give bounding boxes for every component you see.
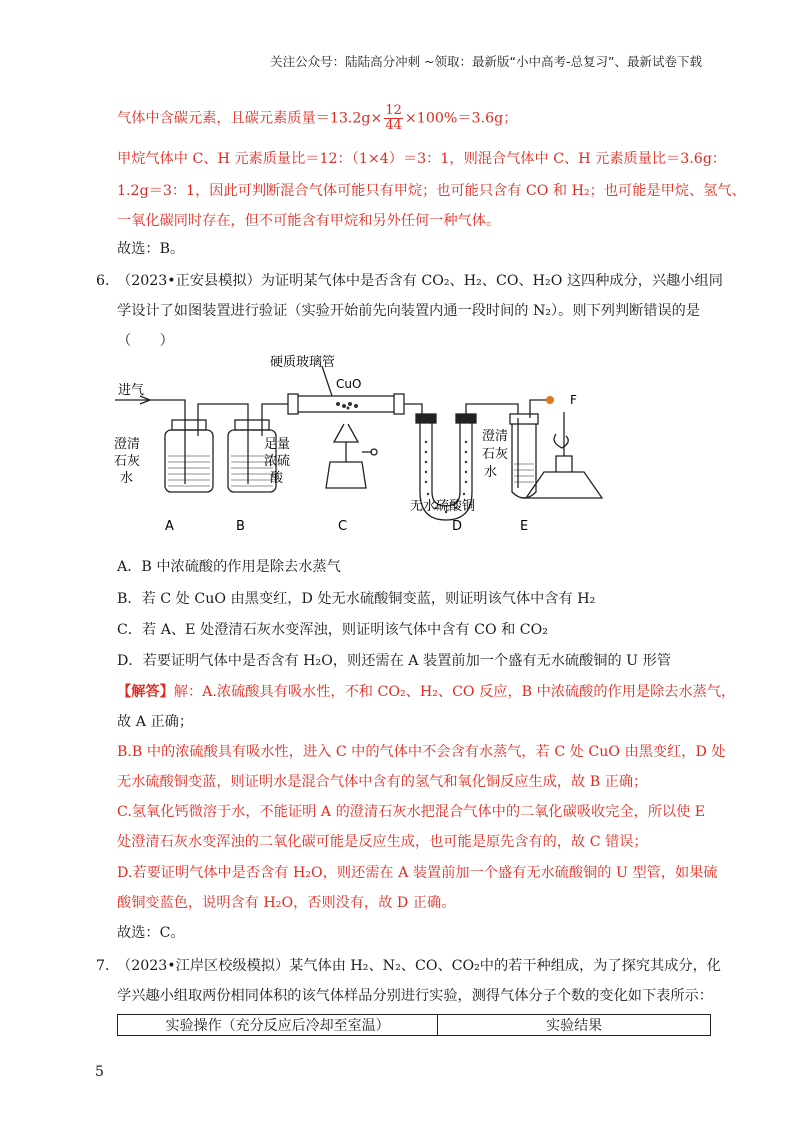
table-header-row bbox=[118, 1015, 711, 1036]
question-text: （ ） bbox=[117, 333, 174, 349]
fraction-numerator: 12 bbox=[385, 103, 402, 118]
acid-b-label: 足量 bbox=[264, 437, 291, 452]
solution-line: 一氧化碳同时存在，但不可能含有甲烷和另外任何一种气体。 bbox=[117, 213, 501, 229]
option-a: A．B 中浓硫酸的作用是除去水蒸气 bbox=[117, 559, 341, 575]
solution-first-line bbox=[117, 681, 735, 703]
f-label: F bbox=[570, 393, 577, 407]
question-text: （2023•江岸区校级模拟）某气体由 H₂、N₂、CO、CO₂中的若干种组成，为了探究其成分，化 bbox=[117, 958, 721, 974]
apparatus-label-d: D bbox=[452, 519, 463, 534]
carbon-mass-post: ×100%＝3.6g； bbox=[404, 110, 518, 127]
page-header: 关注公众号：陆陆高分冲刺 ~领取：最新版“小中高考-总复习”、最新试卷下载 bbox=[270, 54, 702, 69]
limewater-a-label: 石灰 bbox=[114, 454, 141, 469]
solution-line: D.若要证明气体中是否含有 H₂O，则还需在 A 装置前加一个盛有无水硫酸铜的 U 型管，如果硫 bbox=[117, 865, 718, 881]
solution-line: 甲烷气体中 C、H 元素质量比＝12：（1×4）＝3：1，则混合气体中 C、H 元素质量比＝3.6g： bbox=[117, 151, 727, 167]
solution-line: 无水硫酸铜变蓝，则证明水是混合气体中含有的氢气和氧化铜反应生成，故 B 正确； bbox=[117, 774, 648, 790]
apparatus-label-b: B bbox=[236, 519, 245, 534]
table-header-cell: 实验操作（充分反应后冷却至室温） bbox=[118, 1015, 438, 1036]
fraction-denominator: 44 bbox=[385, 118, 402, 133]
solution-line: 处澄清石灰水变浑浊的二氧化碳可能是反应生成，也可能是原先含有的，故 C 错误； bbox=[117, 834, 648, 850]
answer-line: 故选：B。 bbox=[117, 241, 185, 257]
option-b: B．若 C 处 CuO 由黑变红，D 处无水硫酸铜变蓝，则证明该气体中含有 H₂ bbox=[117, 591, 596, 607]
option-c: C．若 A、E 处澄清石灰水变浑浊，则证明该气体中含有 CO 和 CO₂ bbox=[117, 622, 548, 638]
question-text: （2023•正安县模拟）为证明某气体中是否含有 CO₂、H₂、CO、H₂O 这四种成分，兴趣小组同 bbox=[117, 273, 723, 289]
apparatus-label-c: C bbox=[338, 519, 348, 534]
limewater-e-label: 水 bbox=[484, 465, 498, 480]
experiment-table bbox=[117, 1014, 711, 1036]
solution-text: 解：A.浓硫酸具有吸水性，不和 CO₂、H₂、CO 反应，B 中浓硫酸的作用是除去水蒸气， bbox=[173, 684, 736, 700]
solution-line: 故 A 正确； bbox=[117, 714, 194, 730]
solution-line: 1.2g＝3：1，因此可判断混合气体可能只有甲烷；也可能只含有 CO 和 H₂；也可能是甲烷、氢气、 bbox=[117, 183, 746, 199]
question-text: 学兴趣小组取两份相同体积的该气体样品分别进行实验，测得气体分子个数的变化如下表所示： bbox=[117, 988, 713, 1004]
apparatus-label-e: E bbox=[520, 519, 529, 534]
question-number: 7． bbox=[96, 958, 120, 974]
apparatus-label-a: A bbox=[165, 519, 174, 534]
limewater-a-label: 水 bbox=[120, 471, 134, 486]
solution-tag: 【解答】 bbox=[117, 684, 174, 700]
table-header-cell: 实验结果 bbox=[438, 1015, 711, 1036]
limewater-e-label: 澄清 bbox=[482, 429, 509, 444]
solution-line-carbon-mass bbox=[117, 104, 517, 133]
fraction bbox=[384, 104, 403, 133]
acid-b-label: 酸 bbox=[270, 471, 284, 486]
inlet-label: 进气 bbox=[118, 383, 145, 398]
acid-b-label: 浓硫 bbox=[264, 454, 291, 469]
cuo-label: CuO bbox=[336, 377, 362, 391]
question-text: 学设计了如图装置进行验证（实验开始前先向装置内通一段时间的 N₂）。则下列判断错误的是 bbox=[117, 303, 701, 319]
limewater-a-label: 澄清 bbox=[114, 437, 141, 452]
option-d: D．若要证明气体中是否含有 H₂O，则还需在 A 装置前加一个盛有无水硫酸铜的 U 形管 bbox=[117, 653, 672, 669]
carbon-mass-pre: 气体中含碳元素，且碳元素质量＝13.2g× bbox=[117, 110, 383, 127]
answer-line: 故选：C。 bbox=[117, 925, 185, 941]
apparatus-diagram bbox=[110, 352, 630, 537]
page-number: 5 bbox=[95, 1064, 104, 1080]
solution-line: B.B 中的浓硫酸具有吸水性，进入 C 中的气体中不会含有水蒸气，若 C 处 CuO 由黑变红，D 处 bbox=[117, 744, 726, 760]
question-number: 6． bbox=[96, 273, 120, 289]
solution-line: C.氢氧化钙微溶于水，不能证明 A 的澄清石灰水把混合气体中的二氧化碳吸收完全，所以使 E bbox=[117, 804, 706, 820]
tube-label: 硬质玻璃管 bbox=[270, 355, 336, 370]
cuso4-label: 无水硫酸铜 bbox=[410, 499, 476, 514]
limewater-e-label: 石灰 bbox=[482, 447, 509, 462]
solution-line: 酸铜变蓝色，说明含有 H₂O，否则没有，故 D 正确。 bbox=[117, 895, 456, 911]
